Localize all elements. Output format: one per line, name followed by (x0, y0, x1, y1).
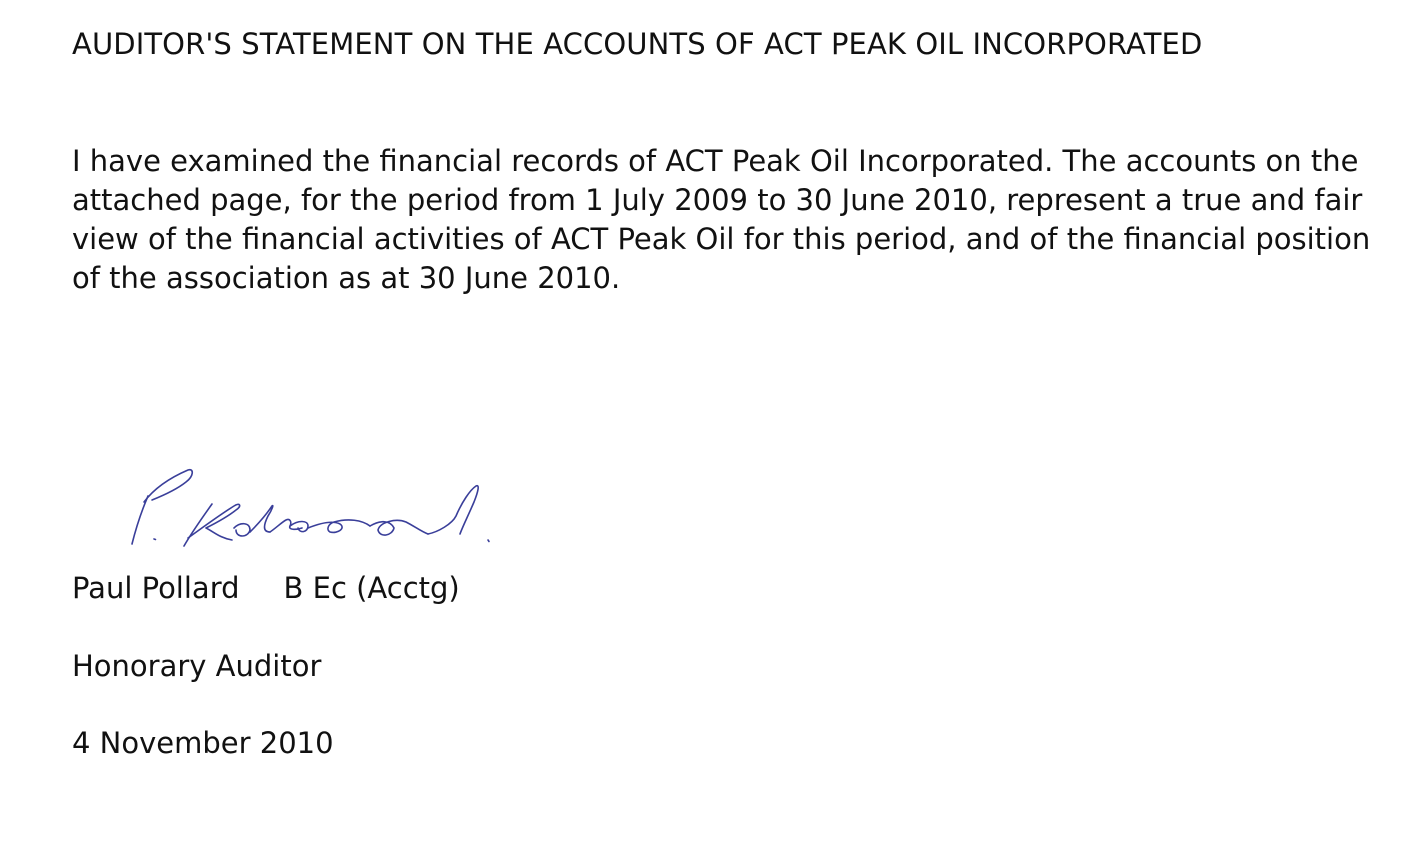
signatory-name: Paul Pollard (72, 571, 240, 605)
statement-title: AUDITOR'S STATEMENT ON THE ACCOUNTS OF ACT PEAK OIL INCORPORATED (72, 27, 1203, 61)
signatory-qualification: B Ec (Acctg) (283, 571, 460, 605)
signatory-line (72, 568, 460, 608)
handwritten-signature (122, 462, 512, 562)
statement-date: 4 November 2010 (72, 726, 334, 760)
signatory-role: Honorary Auditor (72, 649, 322, 683)
statement-body: I have examined the financial records of ACT Peak Oil Incorporated. The accounts on the attached page, for the period from 1 July 2009 to 30 June 2010, represent a true and fair view of the financial activities of ACT Peak Oil for this period, and of the financial position of the association as at 30 June 2010. (72, 144, 1371, 295)
